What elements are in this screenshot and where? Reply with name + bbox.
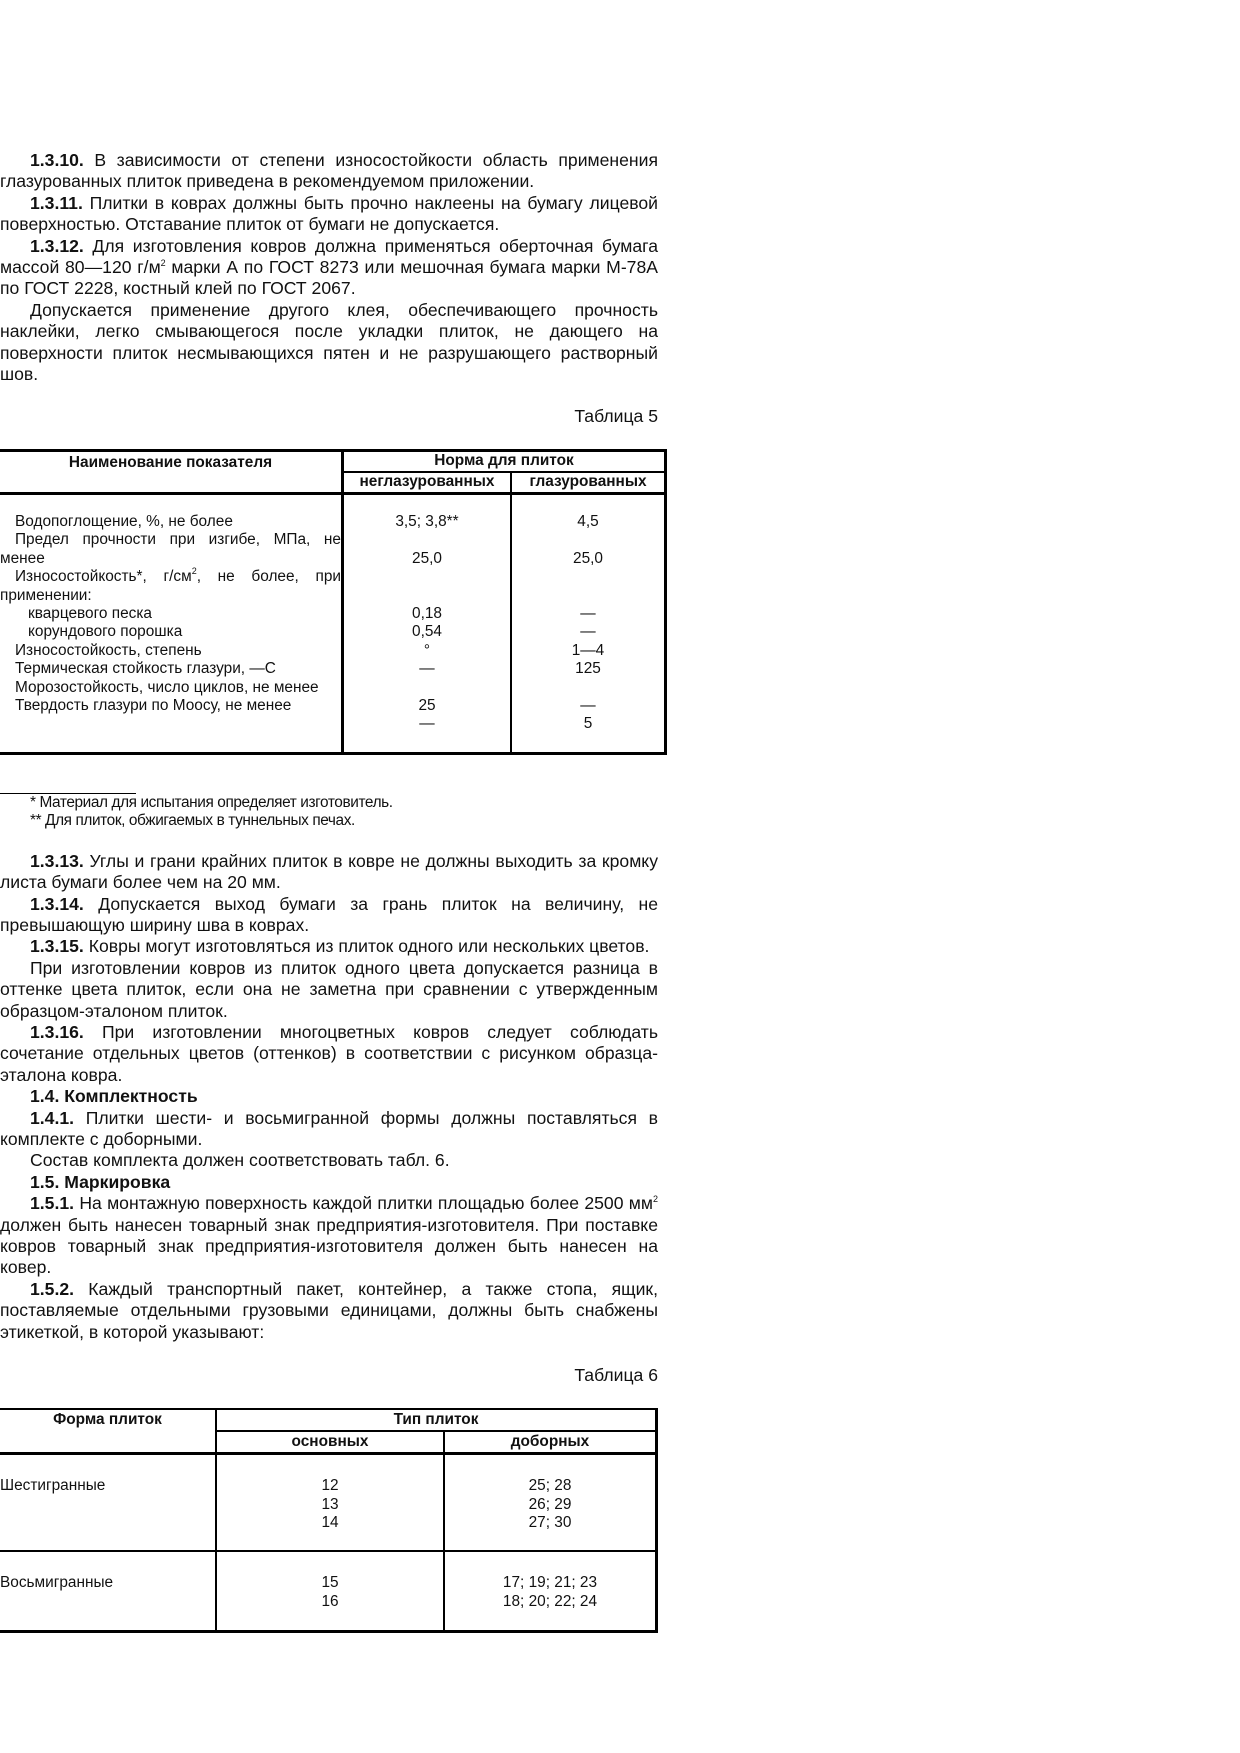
paragraph-1-4-1 (0, 1108, 658, 1151)
paragraph-1-3-12 (0, 236, 658, 300)
value-cell: 4,5 (577, 512, 599, 530)
table-row (0, 1454, 657, 1552)
value-cell: 25,0 (573, 549, 603, 567)
label-thermal-resistance: Термическая стойкость глазури, —С (15, 660, 276, 678)
clause-number: 1.3.16. (30, 1021, 84, 1042)
paragraph-1-3-16 (0, 1022, 658, 1086)
value-cell: — (580, 696, 596, 714)
clause-text: марки А по ГОСТ 8273 или мешочная бумага марки М-78А по ГОСТ 2228, костный клей по ГОСТ 2067. (0, 257, 658, 299)
value-cell: 16 (321, 1592, 339, 1610)
column-header-norm: Норма для плиток (343, 450, 666, 472)
footnote-2: ** Для плиток, обжигаемых в туннельных печах. (30, 812, 355, 830)
paragraph-1-3-14 (0, 894, 658, 937)
value-cell: 26; 29 (528, 1495, 572, 1513)
value-cell: 25; 28 (528, 1477, 572, 1495)
table-5-caption: Таблица 5 (574, 406, 658, 427)
value-cell: 5 (583, 715, 593, 733)
value-cell: — (419, 715, 435, 733)
section-heading-marking: 1.5. Маркировка (30, 1171, 171, 1192)
column-header-main: основных (216, 1431, 444, 1454)
column-header-glazed: глазурованных (511, 472, 666, 494)
value-cell: 18; 20; 22; 24 (502, 1592, 598, 1610)
value-cell: 25 (418, 696, 436, 714)
clause-number: 1.4.1. (30, 1107, 75, 1128)
clause-text: Допускается выход бумаги за грань плиток на величину, не превышающую ширину шва в коврах. (0, 893, 658, 935)
clause-number: 1.3.10. (30, 150, 84, 170)
footnote-1: * Материал для испытания определяет изготовитель. (30, 793, 393, 811)
clause-text: должен быть нанесен товарный знак предприятия-изготовителя. При поставке ковров товарный знак предприятия-изготовителя должен быть нанесен на ковер. (0, 1214, 658, 1278)
paragraph-1-3-10 (0, 150, 658, 193)
clause-text: Плитки шести- и восьмигранной формы должны поставляться в комплекте с доборными. (0, 1107, 658, 1149)
paragraph-1-5-1 (0, 1193, 658, 1279)
extra-types-cell (444, 1551, 657, 1632)
paragraph-1-5-2 (0, 1279, 658, 1343)
clause-number: 1.5.1. (30, 1193, 75, 1214)
clause-text: Углы и грани крайних плиток в ковре не должны выходить за кромку листа бумаги более чем на 20 мм. (0, 850, 658, 893)
column-header-shape: Форма плиток (0, 1409, 216, 1454)
clause-number: 1.3.15. (30, 936, 84, 957)
clause-text: При изготовлении многоцветных ковров следует соблюдать сочетание отдельных цветов (оттенков) в соответствии с рисунком образца-эталона ковра. (0, 1021, 658, 1085)
label-wear-resistance (0, 568, 341, 605)
document-page (0, 150, 658, 1633)
value-cell: ° (423, 641, 431, 659)
value-cell: 25,0 (412, 549, 442, 567)
main-types-cell (216, 1454, 444, 1552)
indicator-column (0, 493, 343, 753)
paragraph-1-3-13 (0, 851, 658, 894)
clause-text: Допускается применение другого клея, обеспечивающего прочность наклейки, легко смывающегося после укладки плиток, не дающего на поверхности плиток несмывающихся пятен и не разрушающего растворный шов. (0, 299, 658, 385)
value-cell: 3,5; 3,8** (395, 512, 459, 530)
superscript: 2 (652, 1194, 658, 1205)
clause-text: В зависимости от степени износостойкости область применения глазурованных плиток приведена в рекомендуемом приложении. (0, 150, 658, 192)
footnotes (0, 794, 658, 831)
clause-text: Состав комплекта должен соответствовать табл. 6. (30, 1150, 450, 1171)
column-header-extra: доборных (444, 1431, 657, 1454)
value-cell: 14 (321, 1514, 339, 1532)
value-cell: 13 (321, 1495, 339, 1513)
shape-cell: Восьмигранные (0, 1574, 114, 1592)
clause-number: 1.5.2. (30, 1278, 75, 1299)
value-cell: 0,54 (412, 623, 442, 641)
label-bending-strength: Предел прочности при изгибе, МПа, не менее (0, 531, 341, 567)
clause-text: Для изготовления ковров должна применяться оберточная бумага массой 80—120 г/м (0, 235, 658, 278)
clause-number: 1.3.11. (30, 192, 83, 213)
paragraph-1-3-15 (0, 936, 658, 957)
label-frost-resistance: Морозостойкость, число циклов, не менее (15, 678, 319, 696)
label-mohs-hardness: Твердость глазури по Моосу, не менее (15, 696, 292, 714)
table-6-caption: Таблица 6 (574, 1365, 658, 1386)
value-cell: 17; 19; 21; 23 (502, 1574, 598, 1592)
value-cell: 15 (321, 1574, 339, 1592)
clause-number: 1.3.14. (30, 893, 84, 914)
column-header-unglazed: неглазурованных (343, 472, 512, 494)
table-5 (0, 449, 667, 755)
clause-text: Плитки в коврах должны быть прочно наклеены на бумагу лицевой поверхностью. Отставание плиток от бумаги не допускается. (0, 192, 658, 235)
superscript: 2 (160, 258, 166, 269)
section-heading-completeness: 1.4. Комплектность (30, 1086, 198, 1107)
label-wear-degree: Износостойкость, степень (15, 641, 202, 659)
clause-number: 1.3.13. (30, 850, 84, 871)
clause-text: Ковры могут изготовляться из плиток одного или нескольких цветов. (83, 936, 650, 957)
label-water-absorption: Водопоглощение, %, не более (15, 512, 233, 530)
value-cell: 12 (321, 1477, 339, 1495)
value-cell: — (580, 604, 596, 622)
column-header-indicator: Наименование показателя (0, 450, 343, 493)
column-header-type: Тип плиток (216, 1409, 657, 1431)
value-cell: 1—4 (571, 641, 605, 659)
value-cell: — (580, 623, 596, 641)
clause-text: Каждый транспортный пакет, контейнер, а также стопа, ящик, поставляемые отдельными грузовыми единицами, должны быть снабжены этикеткой, в которой указывают: (0, 1278, 658, 1342)
main-types-cell (216, 1551, 444, 1632)
value-cell: 27; 30 (528, 1514, 572, 1532)
clause-number: 1.3.12. (30, 235, 84, 256)
shape-cell: Шестигранные (0, 1454, 216, 1552)
paragraph-single-color (0, 958, 658, 1022)
extra-types-cell (444, 1454, 657, 1552)
table-6 (0, 1408, 658, 1633)
unglazed-column (343, 493, 512, 753)
value-cell: 0,18 (412, 604, 442, 622)
paragraph-kit-composition (0, 1150, 658, 1171)
clause-text: При изготовлении ковров из плиток одного цвета допускается разница в оттенке цвета плиток, если она не заметна при сравнении с утвержденным образцом-эталоном плиток. (0, 957, 658, 1021)
value-cell: — (419, 660, 435, 678)
label-text: Износостойкость*, г/см (15, 568, 192, 586)
value-cell: 125 (575, 660, 601, 678)
clause-text: На монтажную поверхность каждой плитки площадью более 2500 мм (74, 1193, 653, 1214)
glazed-column (511, 493, 666, 753)
label-text: , не более, при применении: (0, 568, 341, 604)
table-row (0, 1551, 657, 1632)
paragraph-glue-alternative (0, 300, 658, 386)
label-quartz-sand: кварцевого песка (28, 604, 152, 622)
paragraph-1-3-11 (0, 193, 658, 236)
superscript: 2 (191, 566, 197, 577)
label-corundum-powder: корундового порошка (28, 623, 183, 641)
